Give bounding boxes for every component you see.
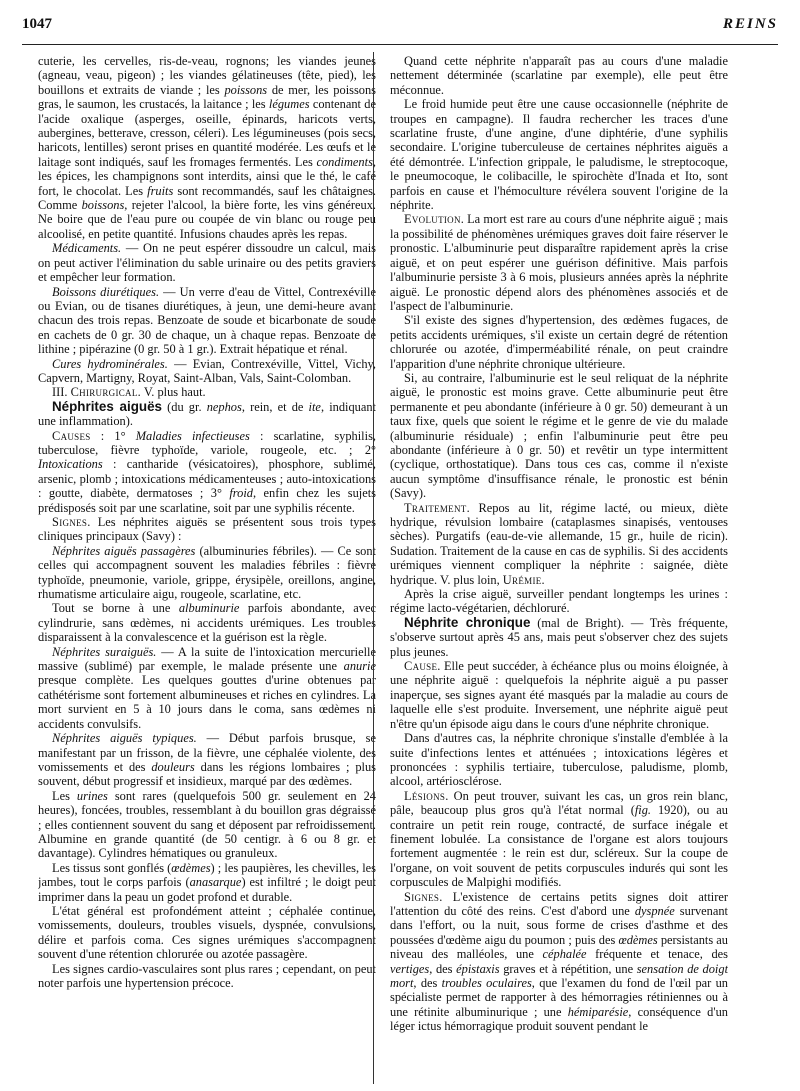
text-run: de mer, les poissons gras, le saumon, les crustacés, la laitance ; les bbox=[38, 82, 376, 112]
text-run: Lésions bbox=[404, 788, 446, 803]
paragraph bbox=[390, 97, 728, 212]
text-run: , des bbox=[413, 976, 442, 990]
text-run: Quand cette néphrite n'apparaît pas au cours d'une maladie nettement déterminée (scarlatine par exemple), elle peut être méconnue. bbox=[390, 54, 728, 97]
text-run: froid bbox=[229, 486, 253, 501]
text-run: Urémie bbox=[502, 572, 542, 587]
text-run: : 1° bbox=[90, 428, 136, 443]
text-run: , enfin chez les sujets prédisposés soit par une scarlatine, soit par une syphilis récente. bbox=[38, 486, 376, 515]
text-run: . Repos au lit, régime lacté, ou mieux, diète hydrique, révulsion lombaire (cataplasmes sinapisés, ventouses sèches). Purgatifs (eau-de-vie allemande, 15 gr., huile de ricin). Sudation. Traitement de la cause en cas de syphilis. Si des accidents urémiques viennent compliquer la néphrite : saignée, diète hydrique. V. plus loin, bbox=[390, 500, 728, 587]
text-run: graves et à répétition, une bbox=[499, 961, 637, 976]
paragraph bbox=[390, 371, 728, 501]
text-run: , rejeter l'alcool, la bière forte, les vins généreux. Ne boire que de l'eau pure ou coupée de vin blanc ou rouge peu alcoolisé, en petite quantité. Infusions chaudes après les repas. bbox=[38, 198, 376, 241]
text-run: sensation de doigt mort bbox=[390, 961, 728, 990]
text-run: L'état général est profondément atteint ; céphalée continue, vomissements, douleurs, troubles visuels, dyspnée, convulsions, délire et parfois coma. Ces signes urémiques s'accompagnent souvent d'une rétention chlorurée ou azotée passagère. bbox=[38, 903, 376, 962]
paragraph bbox=[38, 385, 376, 399]
text-run: Chirurgical. bbox=[70, 385, 142, 400]
paragraph bbox=[38, 962, 376, 991]
text-run: ) est infiltré ; le doigt peut imprimer dans la peau un godet profond et durable. bbox=[38, 875, 376, 904]
text-run: légumes bbox=[268, 97, 310, 112]
text-run: . bbox=[541, 572, 545, 587]
paragraph bbox=[390, 587, 728, 616]
text-run: V. plus haut. bbox=[141, 385, 206, 400]
text-run: dans les régions lombaires ; plus souvent, début progressif et insidieux, marqué par des œdèmes. bbox=[38, 759, 376, 789]
paragraph bbox=[390, 789, 728, 890]
text-run: ) ; les paupières, les chevilles, les jambes, tout le corps parfois ( bbox=[38, 860, 376, 890]
paragraph bbox=[390, 313, 728, 371]
text-run: III. bbox=[52, 385, 71, 400]
text-run: vertiges bbox=[390, 961, 430, 976]
text-run: poissons bbox=[224, 82, 268, 97]
text-run: céphalée bbox=[542, 947, 587, 962]
paragraph bbox=[38, 861, 376, 904]
text-run: Les signes cardio-vasculaires sont plus rares ; cependant, on peut noter parfois une hypertension précoce. bbox=[38, 961, 376, 990]
paragraph bbox=[390, 212, 728, 313]
text-run: Causes bbox=[52, 428, 91, 443]
text-run: Signes bbox=[404, 889, 440, 904]
paragraph bbox=[38, 515, 376, 544]
text-run: . Les néphrites aiguës se présentent sous trois types cliniques principaux (Savy) : bbox=[38, 515, 376, 544]
text-run: Les bbox=[52, 788, 77, 803]
left-column bbox=[38, 54, 376, 1084]
text-run: Néphrites suraiguës. bbox=[52, 644, 157, 659]
text-run: anasarque bbox=[189, 875, 242, 890]
text-run: — A la suite de l'intoxication mercurielle massive (sublimé) par exemple, le malade présente une bbox=[38, 644, 376, 674]
text-run: Evolution bbox=[404, 212, 461, 227]
paragraph bbox=[38, 241, 376, 284]
text-run: . L'existence de certains petits signes doit attirer l'attention du côté des reins. C'est d'abord une bbox=[390, 889, 728, 918]
text-run: troubles oculaires bbox=[441, 976, 532, 990]
text-run: œdèmes bbox=[618, 932, 658, 947]
text-run: Cures hydrominérales. bbox=[52, 356, 168, 371]
paragraph bbox=[38, 789, 376, 861]
text-run: , que l'examen du fond de l'œil par un spécialiste permet de rapporter à des hémorragies rétiniennes ou à une rétinite albuminurique ; une bbox=[390, 976, 728, 1019]
text-run: Traitement bbox=[404, 500, 467, 515]
text-run: Boissons diurétiques. bbox=[52, 284, 160, 299]
text-run: douleurs bbox=[151, 759, 195, 774]
right-column bbox=[390, 54, 728, 1084]
text-run: (du gr. bbox=[161, 399, 207, 414]
text-run: épistaxis bbox=[456, 961, 500, 976]
text-run: survenant dans l'effort, ou la nuit, sous forme de crises d'asthme et des poussées d'œdème aigu du poumon ; puis des bbox=[390, 903, 728, 947]
paragraph bbox=[38, 645, 376, 731]
paragraph bbox=[390, 659, 728, 731]
text-run: Après la crise aiguë, surveiller pendant longtemps les urines : régime lacto-végétarien, déchloruré. bbox=[390, 587, 728, 616]
text-run: — Début parfois brusque, se manifestant par un frisson, de la fièvre, une céphalée violente, des vomissements et des bbox=[38, 731, 376, 774]
text-run: : cantharide (vésicatoires), phosphore, sublimé, arsenic, plomb ; intoxications médicamenteuses ; auto-intoxications : goutte, diabète, dermatoses ; 3° bbox=[38, 457, 376, 501]
paragraph bbox=[38, 429, 376, 515]
header-rule bbox=[22, 44, 778, 45]
paragraph bbox=[390, 731, 728, 789]
paragraph bbox=[38, 601, 376, 644]
paragraph bbox=[38, 544, 376, 602]
text-run: fréquente et tenace, des bbox=[586, 947, 728, 962]
text-run: (mal de Bright). — Très fréquente, s'observe surtout après 45 ans, mais peut s'observer chez des sujets plus jeunes. bbox=[390, 615, 728, 659]
text-run: , indiquant une inflammation). bbox=[38, 399, 376, 429]
text-run: presque complète. Les quelques gouttes d'urine obtenues par cathétérisme sont fortement albumineuses et riches en cylindres. La mort survient en 5 à 10 jours dans le coma, sans œdèmes ni accidents convulsifs. bbox=[38, 673, 376, 731]
paragraph bbox=[390, 616, 728, 659]
text-run: Les tissus sont gonflés ( bbox=[52, 860, 172, 875]
paragraph bbox=[38, 54, 376, 241]
text-run: sont recommandés, sauf les châtaignes. Comme bbox=[38, 183, 376, 213]
text-run: Si, au contraire, l'albuminurie est le seul reliquat de la néphrite aiguë, le pronostic est moins grave. Cette albuminurie peut être permanente et peu abondante (inférieure à 0 gr. 50) demeurant à un taux fixe, quels que soient le régime et le genre de vie du malade (albuminurie résiduale) ; enfin l'albuminurie peut être peu abondante (inférieure à 0 gr. 50) et revêtir un type intermittent (cyclique, orthostatique). Dans tous ces cas, comme il n'existe aucun symptôme d'insuffisance rénale, le pronostic est bénin (Savy). bbox=[390, 370, 728, 501]
text-run: — On ne peut espérer dissoudre un calcul, mais on peut activer l'élimination du sable urinaire ou des petits graviers et empêcher leur formation. bbox=[38, 241, 376, 285]
text-run: . La mort est rare au cours d'une néphrite aiguë ; mais la possibilité de phénomènes urémiques graves doit faire réserver le pronostic. L'albuminurie peut disparaître rapidement après la crise aiguë, et on peut espérer une guérison définitive. Mais parfois l'albuminurie persiste 3 à 6 mois, plusieurs années après la néphrite aiguë. Le pronostic dépend alors des phénomènes associés et de l'aspect de l'albuminurie. bbox=[390, 212, 728, 313]
text-run: (albuminuries fébriles). — Ce sont celles qui accompagnent souvent les maladies fébriles : fièvre typhoïde, pneumonie, variole, grippe, érysipèle, oreillons, angine, rhumatisme articulaire aigu, rougeole, scarlatine, etc. bbox=[38, 543, 376, 602]
text-run: fruits bbox=[147, 183, 174, 198]
page-header bbox=[22, 16, 778, 40]
text-run: , les épices, les champignons sont interdits, ainsi que le thé, le café fort, le chocolat. Les bbox=[38, 154, 376, 198]
page-number: 1047 bbox=[22, 16, 52, 32]
paragraph bbox=[38, 904, 376, 962]
paragraph bbox=[38, 731, 376, 789]
text-run: albuminurie bbox=[178, 601, 240, 616]
text-run: dyspnée bbox=[634, 903, 675, 918]
section-heading: Néphrite chronique bbox=[404, 614, 531, 630]
text-run: Néphrites aiguës passagères bbox=[52, 543, 196, 558]
paragraph bbox=[390, 501, 728, 587]
text-run: ite bbox=[308, 399, 321, 414]
text-run: Tout se borne à une bbox=[52, 601, 179, 616]
text-run: — Evian, Contrexéville, Vittel, Vichy, Capvern, Martigny, Royat, Saint-Alban, Vals, Saint-Colomban. bbox=[38, 356, 376, 385]
text-run: Cause bbox=[404, 659, 438, 674]
text-run: 1920), ou au contraire un petit rein rouge, contracté, de surface inégale et finement lobulée. La consistance de l'organe est alors toujours fortement augmentée : le rein est dur, scléreux. Sur la coupe de l'organe, on voit souvent de petits corpuscules indurés qui sont les corpuscules de Malpighi modifiés. bbox=[390, 803, 728, 890]
text-run: persistants au niveau des malléoles, une bbox=[390, 932, 728, 962]
text-run: anurie bbox=[343, 659, 376, 674]
text-run: parfois abondante, avec cylindrurie, sans œdèmes, ni accidents urémiques. Les troubles disparaissent à la convalescence et la guérison est la règle. bbox=[38, 601, 376, 645]
paragraph bbox=[38, 400, 376, 429]
text-run: : scarlatine, syphilis, tuberculose, fièvre typhoïde, variole, rougeole, etc. ; 2° bbox=[38, 428, 376, 457]
text-run: contenant de l'acide oxalique (asperges, oseille, épinards, haricots verts, aubergines, betterave, cresson, céleri). Les légumineuses (pois secs, haricots, lentilles) seront prises en quantité modérée. Les œufs et le laitage sont indiqués, sauf les fromages fermentés. Les bbox=[38, 97, 376, 169]
text-run: hémiparésie bbox=[567, 1004, 629, 1019]
text-run: Médicaments. bbox=[52, 241, 122, 256]
text-run: condiments bbox=[316, 154, 373, 169]
text-run: œdèmes bbox=[171, 860, 211, 875]
text-run: S'il existe des signes d'hypertension, des œdèmes fugaces, de petits accidents urémiques, s'il existe un certain degré de rétention chlorurée ou azotée, d'imperméabilité rénale, on peut craindre l'apparition d'une néphrite chronique ultérieure. bbox=[390, 313, 728, 371]
section-heading: Néphrites aiguës bbox=[52, 398, 162, 414]
running-title: REINS bbox=[722, 16, 778, 32]
paragraph bbox=[38, 285, 376, 357]
text-run: Intoxications bbox=[38, 457, 103, 472]
paragraph bbox=[390, 890, 728, 1034]
text-run: . Elle peut succéder, à échéance plus ou moins éloignée, à une néphrite aiguë : quelquefois la néphrite aiguë a pu passer inaperçue, ses signes ayant été masqués par la maladie au cours de laquelle elle s'est produite. Inversement, une néphrite aiguë peut n'être qu'un épisode aigu dans le cours d'une néphrite chronique. bbox=[390, 659, 728, 731]
text-run: Signes bbox=[52, 515, 88, 529]
text-run: cuterie, les cervelles, ris-de-veau, rognons; les viandes jeunes (agneau, veau, pigeon) ; les viandes gélatineuses (tête, pied), les bouillons et extraits de viande ; les bbox=[38, 54, 376, 97]
text-run: Dans d'autres cas, la néphrite chronique s'installe d'emblée à la suite d'infections lentes et atténuées ; intoxications légères et prononcées : syphilis tertiaire, tuberculose, paludisme, plomb, alcool, artériosclérose. bbox=[390, 731, 728, 789]
text-run: nephos bbox=[206, 399, 242, 414]
text-run: , conséquence d'un léger ictus hémorragique produit souvent pendant le bbox=[390, 1004, 728, 1034]
paragraph bbox=[390, 54, 728, 97]
text-run: urines bbox=[76, 788, 108, 803]
text-run: fig. bbox=[634, 803, 652, 818]
text-run: sont rares (quelquefois 500 gr. seulement en 24 heures), foncées, troubles, ressemblant à du bouillon gras dégraissé ; elles contiennent souvent du sang et déposent par refroidissement. Albumine en grande quantité (de 50 centigr. à 6 ou 8 gr. et davantage). Cylindres hématiques ou granuleux. bbox=[38, 788, 376, 861]
text-run: boissons bbox=[81, 198, 125, 213]
text-run: Le froid humide peut être une cause occasionnelle (néphrite de troupes en campagne). Il faudra rechercher les traces d'une scarlatine fruste, d'une angine, d'une diphtérie, d'une syphilis secondaire. L'origine tuberculeuse de certaines néphrites aiguës a été démontrée. L'infection grippale, le paludisme, le streptocoque, le pneumocoque, le colibacille, le spirochète d'Inada et Ito, sont parfois en cause et l'hémoculture révélera souvent l'origine de la néphrite. bbox=[390, 97, 728, 213]
text-run: , rein, et de bbox=[241, 399, 309, 414]
text-run: . On peut trouver, suivant les cas, un gros rein blanc, pâle, beaucoup plus gros qu'à l'état normal ( bbox=[390, 788, 728, 818]
paragraph bbox=[38, 357, 376, 386]
column-divider bbox=[373, 52, 374, 1084]
text-run: , des bbox=[429, 961, 457, 976]
text-run: Néphrites aiguës typiques. bbox=[52, 731, 197, 746]
text-run: Maladies infectieuses bbox=[135, 428, 250, 443]
text-run: — Un verre d'eau de Vittel, Contrexéville ou Evian, ou de tisanes diurétiques, à jeun, une demi-heure avant chacun des trois repas. Benzoate de soude et bicarbonate de soude en cachets de 0 gr. 30 de chaque, un à chaque repas. Benzoate de lithine ; pipérazine (0 gr. 50 à 1 gr.). Extrait hépatique et rénal. bbox=[38, 284, 376, 357]
